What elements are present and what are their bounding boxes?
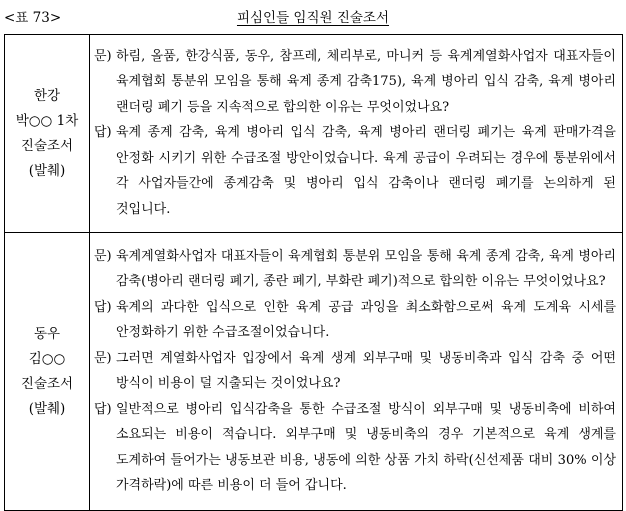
row-label-line: 동우 — [33, 325, 61, 342]
row-label-line: 박○○ 1차 — [15, 112, 79, 129]
answer-tag: 답) — [94, 125, 112, 141]
qa-text: 육계 종계 감축, 육계 병아리 입식 감축, 육계 병아리 랜더링 폐기는 육계 판매가격을 안정화 시키기 위한 수급조절 방안이었습니다. 육계 공급이 우려되는 경우에 통분위에서 각 사업자들간에 종계감축 및 병아리 입식 감축이나 랜더링 폐기를 논의하게 된 것입니다. — [116, 125, 616, 217]
qa-item — [94, 120, 616, 222]
row-content-cell — [90, 35, 623, 233]
table-row — [5, 233, 623, 511]
qa-text: 일반적으로 병아리 입식감축을 통한 수급조절 방식이 외부구매 및 냉동비축에 비하여 소요되는 비용이 적습니다. 외부구매 및 냉동비축의 경우 기본적으로 육계 생계를 도계하여 들어가는 냉동보관 비용, 냉동에 의한 상품 가치 하락(신선제품 대비 30% 이상 가격하락)에 따른 비용이 더 들어 갑니다. — [116, 401, 616, 493]
qa-item — [94, 397, 616, 499]
row-label-line: 김○○ — [28, 350, 66, 367]
question-tag: 문) — [94, 48, 112, 64]
row-label-line: (발췌) — [28, 162, 66, 179]
qa-item — [94, 346, 616, 397]
answer-tag: 답) — [94, 299, 112, 315]
table-title — [0, 6, 626, 26]
table-row — [5, 35, 623, 233]
row-label-line: 진술조서 — [20, 137, 74, 154]
qa-item — [94, 44, 616, 121]
statement-table — [4, 34, 623, 511]
table-header — [0, 0, 626, 32]
row-content-cell — [90, 233, 623, 511]
row-label-line: 진술조서 — [20, 375, 74, 392]
qa-text: 하림, 올품, 한강식품, 동우, 참프레, 체리부로, 마니커 등 육계계열화사업자 대표자들이 육계협회 통분위 모임을 통해 육계 종계 감축175), 육계 병아리 입식 감축, 육계 병아리 랜더링 폐기 등을 지속적으로 합의한 이유는 무엇이었나요? — [116, 48, 616, 115]
row-label-cell — [5, 35, 90, 233]
qa-item — [94, 244, 616, 295]
table-number: <표 73> — [4, 10, 62, 26]
row-label-cell — [5, 233, 90, 511]
qa-text: 육계의 과다한 입식으로 인한 육계 공급 과잉을 최소화함으로써 육계 도계육 시세를 안정화하기 위한 수급조절이었습니다. — [116, 299, 616, 340]
table-title-text: 피심인들 임직원 진술조서 — [236, 10, 390, 26]
row-label-line: (발췌) — [28, 400, 66, 417]
qa-text: 그러면 계열화사업자 입장에서 육계 생계 외부구매 및 냉동비축과 입식 감축 중 어떤 방식이 비용이 덜 지출되는 것이었나요? — [116, 350, 616, 391]
answer-tag: 답) — [94, 401, 112, 417]
question-tag: 문) — [94, 248, 112, 264]
question-tag: 문) — [94, 350, 112, 366]
qa-text: 육계계열화사업자 대표자들이 육계협회 통분위 모임을 통해 육계 종계 감축, 육계 병아리 감축(병아리 랜더링 폐기, 종란 폐기, 부화란 폐기)적으로 합의한 이유는 무엇이었나요? — [116, 248, 616, 289]
qa-item — [94, 295, 616, 346]
row-label-line: 한강 — [33, 87, 61, 104]
